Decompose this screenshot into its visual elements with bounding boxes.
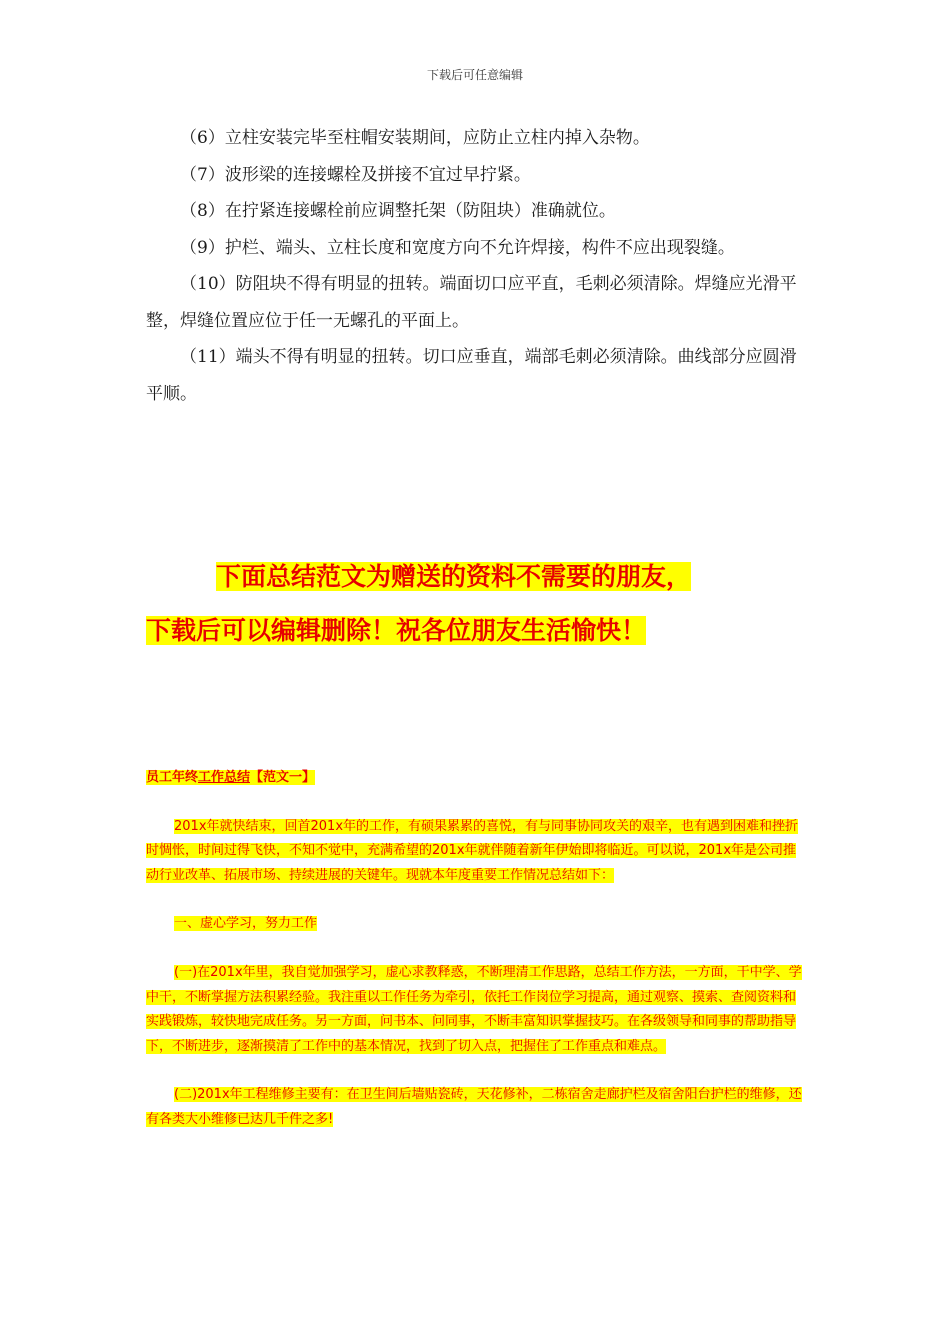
construction-notes [146,120,808,412]
title-part: 【范文一】 [250,770,316,785]
sample-paragraph: 201x年就快结束，回首201x年的工作，有硕果累累的喜悦，有与同事协同攻关的艰辛，也有遇到困难和挫折时惆怅，时间过得飞快，不知不觉中，充满希望的201x年就伴随着新年伊始即将临近。可以说，201x年是公司推动行业改革、拓展市场、持续进展的关键年。现就本年度重要工作情况总结如下： [146,818,799,883]
sample-paragraph: (二)201x年工程维修主要有：在卫生间后墙贴瓷砖，天花修补，二栋宿舍走廊护栏及宿舍阳台护栏的维修，还有各类大小维修已达几千件之多! [146,1087,802,1127]
paragraph: （10）防阻块不得有明显的扭转。端面切口应平直，毛刺必须清除。焊缝应光滑平整，焊缝位置应位于任一无螺孔的平面上。 [146,274,797,331]
promo-banner [146,550,808,658]
banner-line-1: 下面总结范文为赠送的资料不需要的朋友， [216,562,692,591]
title-link: 工作总结 [198,770,251,785]
banner-line-2: 下载后可以编辑删除！祝各位朋友生活愉快！ [146,616,647,645]
sample-essay [146,766,808,1133]
paragraph: （9）护栏、端头、立柱长度和宽度方向不允许焊接，构件不应出现裂缝。 [180,237,735,258]
sample-title [146,766,808,791]
sample-heading: 一、虚心学习，努力工作 [174,916,318,932]
paragraph: （6）立柱安装完毕至柱帽安装期间，应防止立柱内掉入杂物。 [180,128,650,148]
paragraph: （8）在拧紧连接螺栓前应调整托架（防阻块）准确就位。 [180,201,616,221]
paragraph: （11）端头不得有明显的扭转。切口应垂直，端部毛刺必须清除。曲线部分应圆滑平顺。 [146,347,797,404]
sample-paragraph: (一)在201x年里，我自觉加强学习，虚心求教释惑，不断理清工作思路，总结工作方法，一方面，干中学、学中干，不断掌握方法积累经验。我注重以工作任务为牵引，依托工作岗位学习提高，通过观察、摸索、查阅资料和实践锻炼，较快地完成任务。另一方面，问书本、问同事，不断丰富知识掌握技巧。在各级领导和同事的帮助指导下，不断进步，逐渐摸清了工作中的基本情况，找到了切入点，把握住了工作重点和难点。 [146,964,802,1054]
paragraph: （7）波形梁的连接螺栓及拼接不宜过早拧紧。 [180,164,531,185]
page-header: 下载后可任意编辑 [426,68,523,82]
title-part: 员工年终 [146,770,199,785]
